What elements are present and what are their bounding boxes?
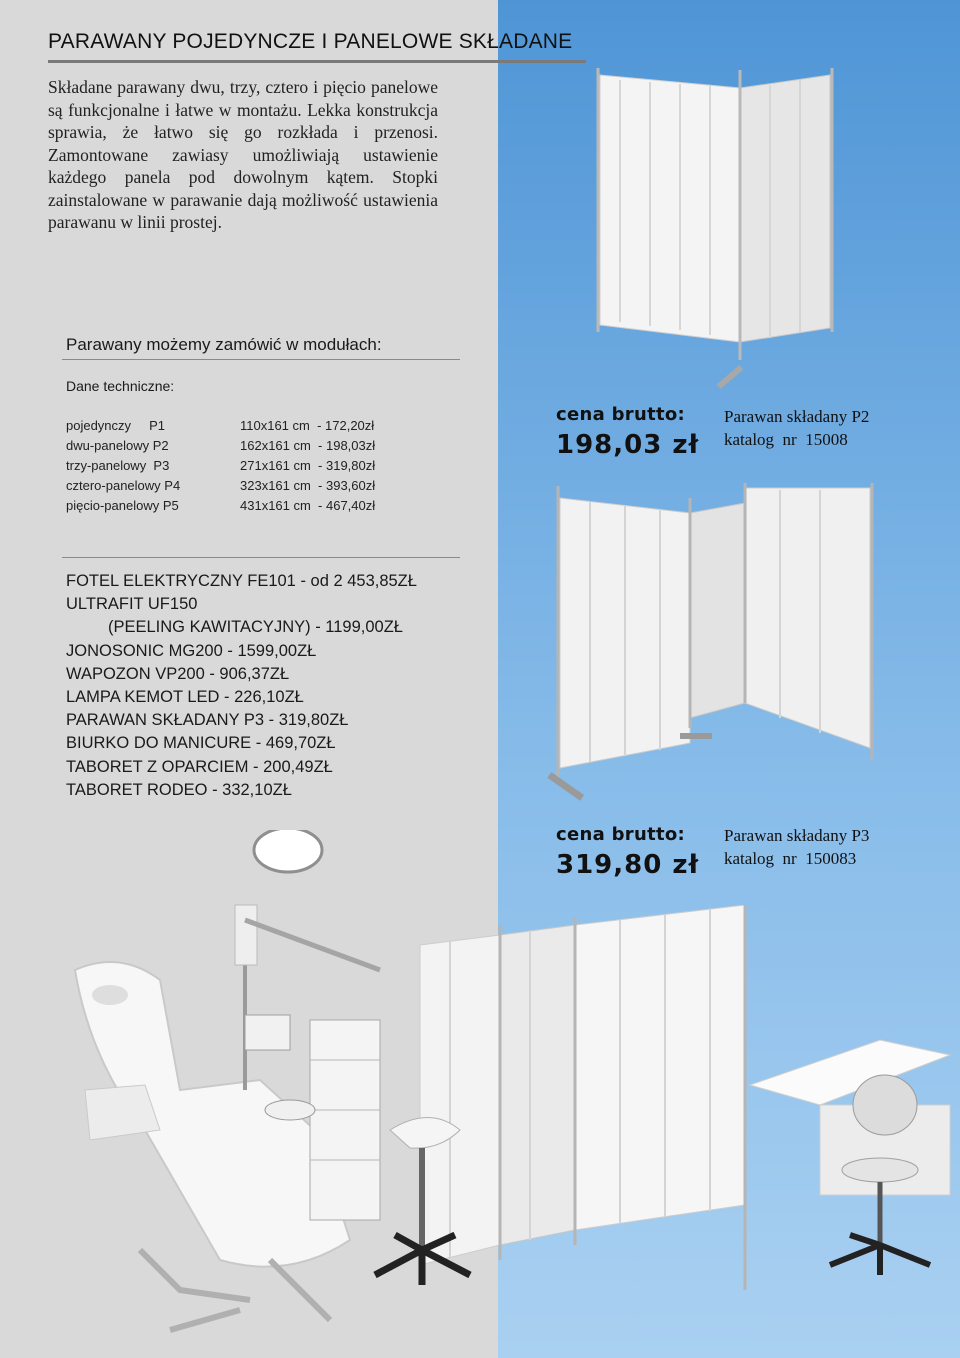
- p3-catalog-number: katalog nr 150083: [724, 849, 857, 868]
- p3-price-value: 319,80 zł: [556, 850, 700, 880]
- p2-price-label: cena brutto:: [556, 404, 686, 425]
- spec-row: [66, 416, 375, 436]
- p3-price-label: cena brutto:: [556, 824, 686, 845]
- spec-name: cztero-panelowy P4: [66, 478, 181, 493]
- product-line: TABORET Z OPARCIEM - 200,49ZŁ: [66, 757, 333, 776]
- product-line: (PEELING KAWITACYJNY) - 1199,00ZŁ: [108, 618, 403, 637]
- spec-value: 431x161 cm - 467,40zł: [240, 498, 376, 513]
- spec-value: 110x161 cm - 172,20zł: [240, 418, 375, 433]
- screen-p3-image: [530, 478, 890, 818]
- modules-heading: Parawany możemy zamówić w modułach:: [66, 335, 382, 354]
- spec-table: [66, 416, 375, 516]
- products-divider: [62, 557, 460, 558]
- spec-value: 162x161 cm - 198,03zł: [240, 438, 376, 453]
- spec-row: [66, 456, 375, 476]
- product-line: BIURKO DO MANICURE - 469,70ZŁ: [66, 734, 336, 753]
- salon-equipment-image: [50, 830, 520, 1350]
- product-line: WAPOZON VP200 - 906,37ZŁ: [66, 664, 290, 683]
- p2-catalog-number: katalog nr 15008: [724, 430, 848, 449]
- product-list: [66, 570, 417, 802]
- spec-row: [66, 476, 375, 496]
- p3-product-info: [724, 824, 869, 870]
- modules-divider: [62, 359, 460, 360]
- screen-p2-image: [580, 60, 850, 400]
- p2-product-name: Parawan składany P2: [724, 407, 870, 426]
- p3-product-name: Parawan składany P3: [724, 826, 870, 845]
- spec-name: trzy-panelowy P3: [66, 458, 170, 473]
- spec-name: pojedynczy P1: [66, 418, 165, 433]
- spec-value: 323x161 cm - 393,60zł: [240, 478, 376, 493]
- product-line: TABORET RODEO - 332,10ZŁ: [66, 780, 292, 799]
- page-title: PARAWANY POJEDYNCZE I PANELOWE SKŁADANE: [48, 30, 573, 53]
- spec-value: 271x161 cm - 319,80zł: [240, 458, 376, 473]
- intro-paragraph: Składane parawany dwu, trzy, cztero i pięcio panelowe są funkcjonalne i łatwe w montażu. Lekka konstrukcja sprawia, że łatwo się go rozkłada i przenosi. Zamontowane zawiasy umożliwiają ustawienie każdego panela pod dowolnym kątem. Stopki zainstalowane w parawanie dają możliwość ustawienia parawanu w linii prostej.: [48, 77, 438, 232]
- p2-product-info: [724, 405, 869, 451]
- spec-row: [66, 436, 375, 456]
- spec-name: pięcio-panelowy P5: [66, 498, 179, 513]
- product-line: FOTEL ELEKTRYCZNY FE101 - od 2 453,85ZŁ: [66, 572, 417, 590]
- product-line: PARAWAN SKŁADANY P3 - 319,80ZŁ: [66, 711, 349, 730]
- title-divider: [48, 60, 586, 63]
- product-line: LAMPA KEMOT LED - 226,10ZŁ: [66, 688, 304, 707]
- p2-price-value: 198,03 zł: [556, 430, 700, 460]
- spec-row: [66, 496, 375, 516]
- product-line: JONOSONIC MG200 - 1599,00ZŁ: [66, 641, 317, 660]
- product-line: ULTRAFIT UF150: [66, 595, 198, 614]
- tech-data-heading: Dane techniczne:: [66, 378, 175, 394]
- spec-name: dwu-panelowy P2: [66, 438, 169, 453]
